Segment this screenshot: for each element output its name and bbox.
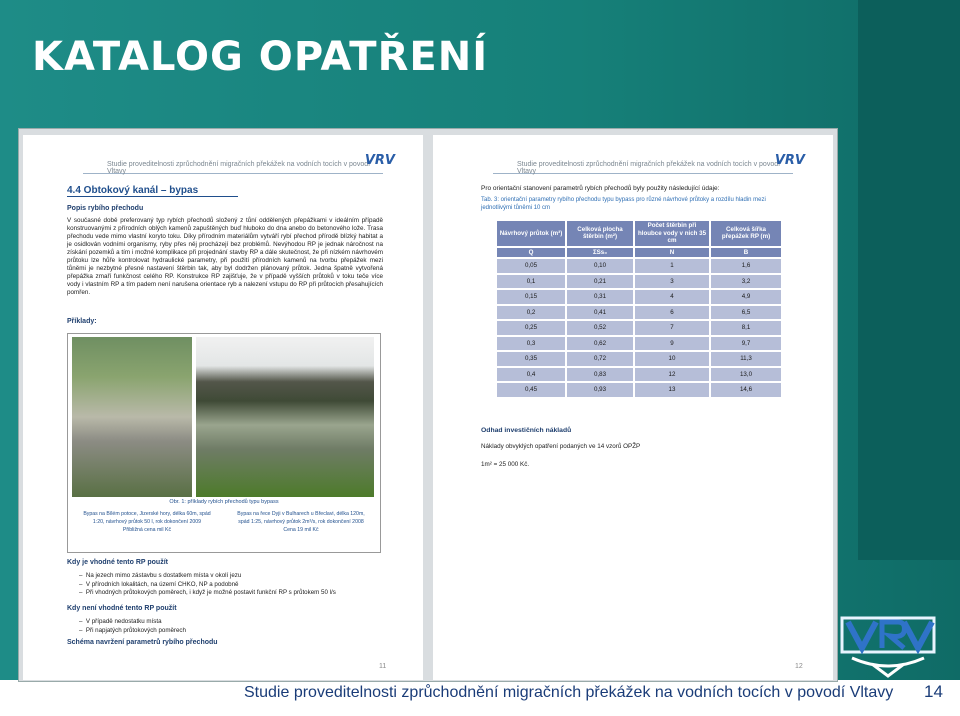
page-number-left: 11 — [379, 663, 387, 670]
examples-label: Příklady: — [67, 318, 97, 325]
cost-estimate-value: 1m² = 25 000 Kč. — [481, 461, 530, 468]
bypass-photo-bily-potok — [72, 337, 192, 497]
decorative-strip — [858, 0, 960, 560]
list-item: – Na jezech mimo zástavbu s dostatkem místa v okolí jezu — [79, 572, 242, 579]
column-symbol: ΣSs₀ — [567, 248, 633, 258]
table-cell: 0,72 — [567, 352, 633, 366]
page-header — [493, 153, 805, 175]
table-row — [497, 352, 781, 366]
table-cell: 0,83 — [567, 368, 633, 382]
table-cell: 3,2 — [711, 275, 781, 289]
table-cell: 13 — [635, 383, 709, 397]
table-cell: 0,35 — [497, 352, 565, 366]
description-heading: Popis rybího přechodu — [67, 205, 144, 212]
table-cell: 0,1 — [497, 275, 565, 289]
page-logo-icon: VRV — [364, 153, 395, 168]
vrv-logo-icon — [838, 614, 938, 678]
table-cell: 10 — [635, 352, 709, 366]
page-logo-icon: VRV — [774, 153, 805, 168]
bypass-photo-dyje — [196, 337, 374, 497]
table-row — [497, 383, 781, 397]
cost-estimate-text: Náklady obvyklých opatření podaných ve 14 vzorů OPŽP — [481, 443, 641, 450]
table-row — [497, 321, 781, 335]
table-cell: 14,6 — [711, 383, 781, 397]
table-caption: Tab. 3: orientační parametry rybího přechodu typu bypass pro různé návrhové průtoky a rozdílu hladin mezi jednotlivými tůněmi 10 cm — [481, 197, 766, 211]
bullet-icon: – — [79, 572, 86, 579]
column-symbol: Q — [497, 248, 565, 258]
table-cell: 7 — [635, 321, 709, 335]
column-symbol: B — [711, 248, 781, 258]
slide-footer: Studie proveditelnosti zprůchodnění migračních překážek na vodních tocích v povodí Vltavy — [244, 684, 894, 701]
table-cell: 4,9 — [711, 290, 781, 304]
bullet-icon: – — [79, 618, 86, 625]
table-cell: 1,6 — [711, 259, 781, 273]
table-row — [497, 275, 781, 289]
table-symbol-row — [497, 248, 781, 258]
document-page-left — [23, 135, 423, 680]
table-cell: 0,3 — [497, 337, 565, 351]
table-cell: 0,4 — [497, 368, 565, 382]
page-header-text: Studie proveditelnosti zprůchodnění migračních překážek na vodních tocích v povodí Vltavy — [517, 161, 781, 175]
bullet-icon: – — [79, 580, 86, 588]
photo2-caption-line: Bypas na řece Dyji v Bulharech u Břeclavi, délka 120m, — [237, 511, 365, 517]
list-item: – V přírodních lokalitách, na území CHKO, NP a podobně — [79, 580, 239, 588]
photo1-caption — [72, 510, 222, 534]
list-item: – Při napjatých průtokových poměrech — [79, 626, 186, 634]
column-header: Počet štěrbin při hloubce vody v nich 35 cm — [635, 221, 709, 246]
figure-caption: Obr. 1: příklady rybích přechodů typu bypass — [169, 499, 279, 505]
table-cell: 9,7 — [711, 337, 781, 351]
parameters-table — [495, 219, 783, 399]
page-number-right: 12 — [795, 663, 803, 670]
table-row — [497, 337, 781, 351]
table-cell: 0,45 — [497, 383, 565, 397]
table-cell: 12 — [635, 368, 709, 382]
table-cell: 9 — [635, 337, 709, 351]
slide-title: KATALOG OPATŘENÍ — [32, 34, 489, 80]
when-unsuitable-list — [79, 618, 186, 635]
table-cell: 0,21 — [567, 275, 633, 289]
page-header-text: Studie proveditelnosti zprůchodnění migračních překážek na vodních tocích v povodí Vltavy — [107, 161, 371, 175]
bullet-icon: – — [79, 589, 86, 596]
column-header: Návrhový průtok (m³) — [497, 221, 565, 246]
table-cell: 0,15 — [497, 290, 565, 304]
photo2-caption — [226, 510, 376, 534]
table-header-row — [497, 221, 781, 246]
table-row — [497, 290, 781, 304]
scheme-heading: Schéma navržení parametrů rybího přechodu — [67, 639, 218, 646]
list-item: – Při vhodných průtokových poměrech, i když je možné postavit funkční RP s průtokem 50 l/s — [79, 589, 336, 596]
table-cell: 1 — [635, 259, 709, 273]
slide-number: 14 — [924, 682, 943, 701]
table-cell: 0,52 — [567, 321, 633, 335]
table-row — [497, 368, 781, 382]
section-heading: 4.4 Obtokový kanál – bypas — [67, 185, 238, 197]
table-body — [497, 259, 781, 397]
page-header — [83, 153, 395, 175]
bullet-icon: – — [79, 626, 86, 634]
table-cell: 0,10 — [567, 259, 633, 273]
column-header: Celková šířka přepážek RP (m) — [711, 221, 781, 246]
table-row — [497, 259, 781, 273]
table-cell: 0,41 — [567, 306, 633, 320]
cost-estimate-heading: Odhad investičních nákladů — [481, 427, 572, 434]
table-cell: 3 — [635, 275, 709, 289]
table-cell: 0,2 — [497, 306, 565, 320]
table-cell: 13,0 — [711, 368, 781, 382]
photo2-caption-line: spád 1:25, návrhový průtok 2m³/s, rok dokončení 2008 — [238, 519, 364, 525]
when-unsuitable-heading: Kdy není vhodné tento RP použít — [67, 605, 177, 612]
table-cell: 0,93 — [567, 383, 633, 397]
example-photos-figure — [67, 333, 381, 553]
table-cell: 8,1 — [711, 321, 781, 335]
description-paragraph: V současné době preferovaný typ rybích přechodů složený z tůní oddělených přepážkami v ideálním případě konstruovanými z přírodních oblých kamenů zapuštěných buď hluboko do dna anebo do betonového lože. Trasa přechodu vede mimo vlastní koryto toku. Díky přírodním materiálům vytváří rybí přechod přírodě blízký habitat a je osidlován vodními organismy, ryby přes něj procházejí bez problémů. Nevýhodou RP je jednak náročnost na získání pozemků a tím i možné komplikace při projednání stavby RP a dále skutečnost, že při nízkém návrhovém průtoku lze hůře kontrolovat hydraulické parametry, při použití přírodních kamenů na tvorbu přepážek mezi tůněmi je nezbytné přesné nastavení štěrbin tak, aby byl dodržen plánovaný průtok. Jedna špatně vytvořená přepážka zmaří funkčnost celého RP. Konstrukce RP zajišťuje, že v případě vyšších průtoků v toku teče více vody i vlastním RP a tím padem není narušena orientace ryb a nalezení vstupu do RP při průtocích přesahujících pomřen. — [67, 217, 383, 296]
when-suitable-heading: Kdy je vhodné tento RP použít — [67, 559, 168, 566]
column-header: Celková plocha štěrbin (m²) — [567, 221, 633, 246]
table-cell: 0,05 — [497, 259, 565, 273]
table-cell: 11,3 — [711, 352, 781, 366]
photo1-caption-line: Bypas na Bílém potoce, Jizerské hory, délka 60m, spád — [83, 511, 211, 517]
table-intro-text: Pro orientační stanovení parametrů rybích přechodů byly použity následující údaje: — [481, 185, 720, 192]
table-row — [497, 306, 781, 320]
list-item: – V případě nedostatku místa — [79, 618, 162, 625]
photo1-caption-line: Přibližná cena mil Kč — [122, 527, 172, 533]
table-cell: 0,31 — [567, 290, 633, 304]
table-cell: 6 — [635, 306, 709, 320]
table-cell: 6,5 — [711, 306, 781, 320]
photo2-caption-line: Cena 19 mil Kč — [283, 527, 319, 533]
when-suitable-list — [79, 572, 336, 598]
table-cell: 4 — [635, 290, 709, 304]
document-screenshot — [18, 128, 838, 682]
table-cell: 0,62 — [567, 337, 633, 351]
column-symbol: N — [635, 248, 709, 258]
document-page-right — [433, 135, 833, 680]
photo1-caption-line: 1:20, návrhový průtok 50 l, rok dokončení 2009 — [92, 519, 202, 525]
table-cell: 0,25 — [497, 321, 565, 335]
